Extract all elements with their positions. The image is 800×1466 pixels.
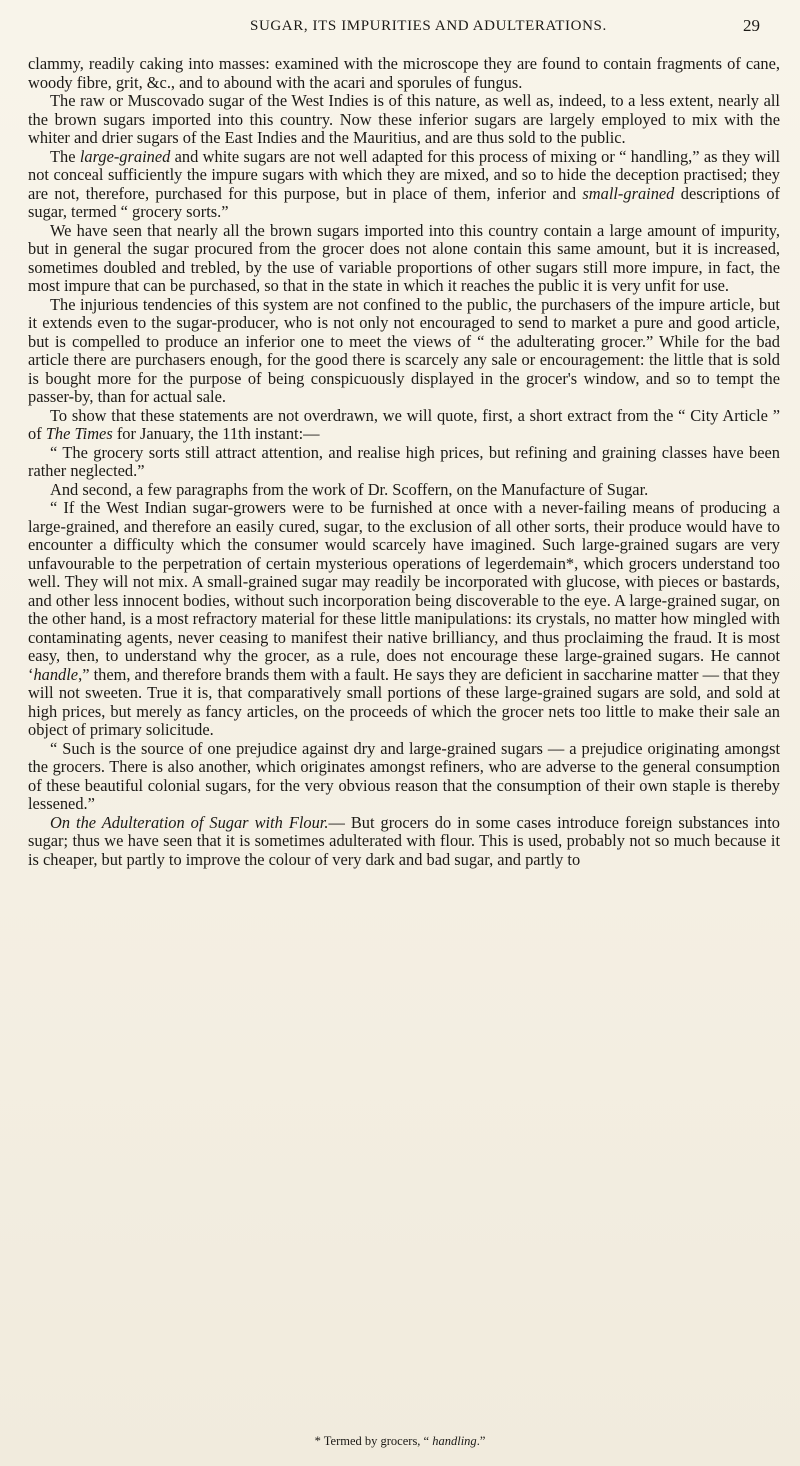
paragraph: clammy, readily caking into masses: examined with the microscope they are found to contain fragments of cane, woody fibre, grit, &c., and to abound with the acari and sporules of fungus. — [28, 54, 780, 92]
paragraph: We have seen that nearly all the brown sugars imported into this country contain a large amount of impurity, but in general the sugar procured from the grocer does not alone contain this same amount, but it is increased, sometimes doubled and trebled, by the use of variable proportions of other sugars still more impure, in fact, the most impure that can be purchased, so that in the state in which it reaches the public it is very unfit for use. — [28, 220, 780, 295]
italic-term: large-grained — [79, 146, 171, 166]
quotation — [28, 499, 780, 740]
text-run: for January, the 11th instant:— — [112, 424, 320, 443]
footnote-italic: handling — [432, 1434, 477, 1448]
paragraph: The injurious tendencies of this system are not confined to the public, the purchasers of the impure article, but it extends even to the sugar-producer, who is not only not encouraged to send to market a pure and good article, but is compelled to produce an inferior one to meet the views of “ the adulterating grocer.” While for the bad article there are purchasers enough, for the good there is scarcely any sale or encouragement: the little that is sold is bought more for the purpose of being conspicuously displayed in the grocer's window, and so to tempt the passer-by, than for actual sale. — [28, 294, 780, 406]
italic-term: handle — [33, 664, 79, 684]
text-run: — But grocers do in some cases introduce foreign substances into sugar; thus we have seen that it is sometimes adulterated with flour. This is used, probably not so much because it is cheaper, but partly to improve the colour of very dark and bad sugar, and partly to — [28, 812, 780, 869]
text-run: “ If the West Indian sugar-growers were to be furnished at once with a never-failing means of producing a large-grained, and therefore an easily cured, sugar, to the exclusion of all other sorts, their produce would have to encounter a difficulty which the consumer would scarcely have imagined. Such large-grained sugars are very unfavourable to the perpetration of certain mysterious operations of legerdemain*, which grocers understand too well. They will not mix. A small-grained sugar may readily be incorporated with glucose, with pieces or bastards, and other less innocent bodies, without such incorporation being discoverable to the eye. A large-grained sugar, on the other hand, is a most refractory material for these little manipulations: its crystals, no matter how mingled with contaminating agents, never ceasing to manifest their native brilliancy, and thus proclaiming the fraud. It is most easy, then, to understand why the grocer, as a rule, does not encourage these large-grained sugars. He cannot ‘ — [28, 498, 780, 684]
footnote-text: * Termed by grocers, “ — [314, 1434, 433, 1448]
footnote — [0, 1434, 800, 1449]
page-number: 29 — [743, 16, 760, 35]
paragraph — [28, 407, 780, 444]
text-run: descriptions of sugar, termed “ grocery sorts.” — [28, 183, 780, 221]
paragraph — [28, 814, 780, 870]
body-text — [28, 55, 780, 869]
quotation: “ Such is the source of one prejudice against dry and large-grained sugars — a prejudice originating amongst the grocers. There is also another, which originates amongst refiners, who are adverse to the general consumption of these beautiful colonial sugars, for the very obvious reason that the consumption of their own staple is thereby lessened.” — [28, 738, 780, 813]
italic-term: small-grained — [582, 183, 675, 203]
text-run: ,” them, and therefore brands them with a fault. He says they are deficient in saccharine matter — that they will not sweeten. True it is, that comparatively small portions of these large-grained sugars are sold, and sold at high prices, but merely as fancy articles, on the proceeds of which the grocer nets too little to make their sale an object of primary solicitude. — [28, 664, 780, 739]
text-run: and white sugars are not well adapted for this process of mixing or “ handling,” as they will not conceal sufficiently the impure sugars with which they are mixed, and so to hide the deception practised; they are not, therefore, purchased for this purpose, but in place of them, inferior and — [28, 146, 780, 203]
text-run: The — [50, 146, 80, 166]
footnote-text: .” — [476, 1434, 486, 1448]
running-head: SUGAR, ITS IMPURITIES AND ADULTERATIONS. — [250, 18, 607, 34]
section-heading: On the Adulteration of Sugar with Flour. — [50, 812, 329, 832]
paragraph — [28, 148, 780, 222]
quotation: “ The grocery sorts still attract attention, and realise high prices, but refining and graining classes have been rather neglected.” — [28, 442, 780, 480]
paragraph: And second, a few paragraphs from the work of Dr. Scoffern, on the Manufacture of Sugar. — [50, 479, 649, 499]
italic-title: The Times — [45, 424, 113, 443]
text-run: To show that these statements are not overdrawn, we will quote, first, a short extract from the “ City Article ” of — [28, 405, 780, 443]
paragraph: The raw or Muscovado sugar of the West Indies is of this nature, as well as, indeed, to a less extent, nearly all the brown sugars imported into this country. Now these inferior sugars are largely employed to mix with the whiter and drier sugars of the East Indies and the Mauritius, and are thus sold to the public. — [28, 91, 780, 147]
